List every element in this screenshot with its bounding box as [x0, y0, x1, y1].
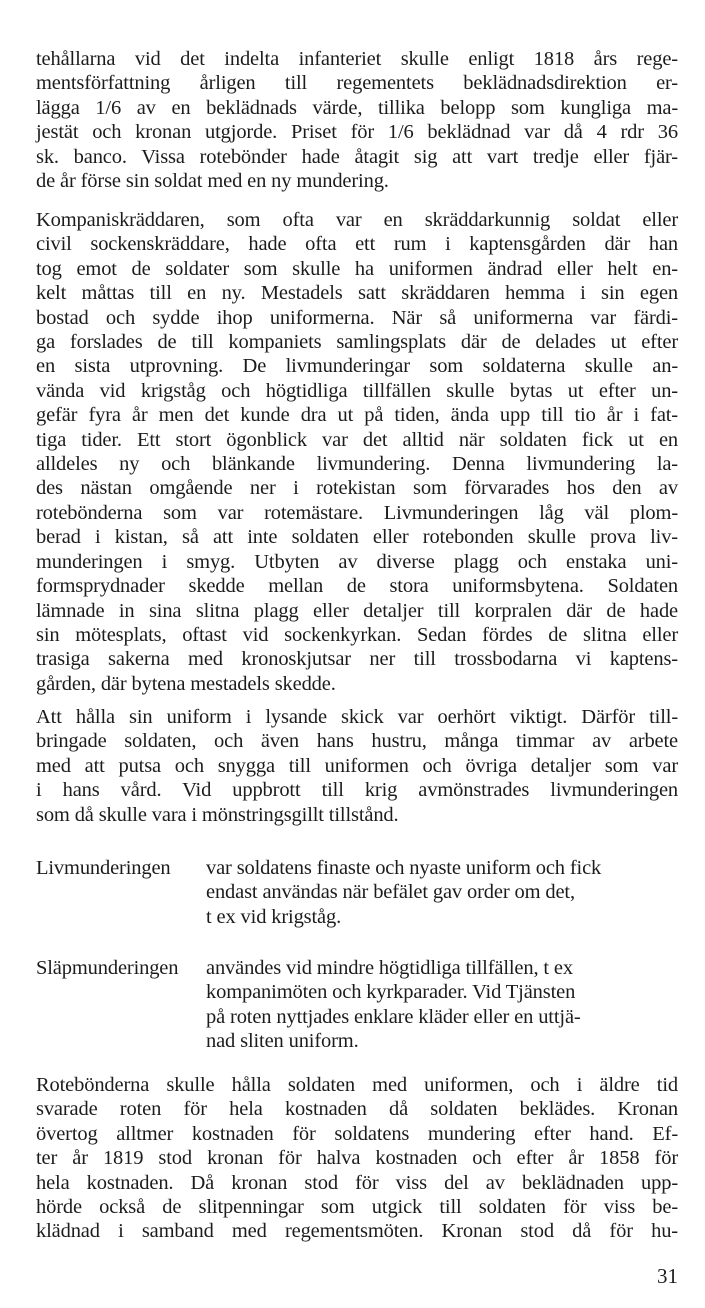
text-line: t ex vid krigståg. [206, 905, 342, 928]
text-line: på roten nyttjades enklare kläder eller en uttjä- [206, 1005, 581, 1028]
text-line: jestät och kronan utgjorde. Priset för 1/6 beklädnad var då 4 rdr 36 [36, 121, 678, 144]
text-line: berad i kistan, så att inte soldaten eller rotebonden skulle prova liv- [36, 526, 678, 549]
text-line: gefär fyra år men det kunde dra ut på tiden, ända upp till tio år i fat- [36, 404, 678, 427]
text-line: en sista utprovning. De livmunderingar som soldaterna skulle an- [36, 355, 678, 378]
paragraph-4 [36, 1073, 678, 1244]
text-line: Kompaniskräddaren, som ofta var en skräddarkunnig soldat eller [36, 209, 678, 231]
text-line: svarade roten för hela kostnaden då soldaten beklädes. Kronan [36, 1098, 678, 1121]
text-line: med att putsa och snygga till uniformen och övriga detaljer som var [36, 754, 678, 777]
text-line: hela kostnaden. Då kronan stod för viss del av beklädnaden upp- [36, 1171, 678, 1194]
text-line: tog emot de soldater som skulle ha uniformen ändrad eller helt en- [36, 257, 678, 280]
text-line: formsprydnader skedde mellan de stora uniformsbytena. Soldaten [36, 575, 678, 598]
text-line: sin mötesplats, oftast vid sockenkyrkan. Sedan fördes de slitna eller [36, 623, 678, 646]
text-line: tehållarna vid det indelta infanteriet skulle enligt 1818 års rege- [36, 48, 678, 70]
text-line: ga forslades de till kompaniets samlingsplats där de delades ut efter [36, 331, 678, 354]
text-line: Att hålla sin uniform i lysande skick var oerhört viktigt. Därför till- [36, 706, 678, 728]
text-line: vända vid krigståg och högtidliga tillfällen skulle bytas ut efter un- [36, 379, 678, 402]
text-line: hörde också de slitpenningar som utgick till soldaten för viss be- [36, 1196, 678, 1219]
definition-description [206, 856, 678, 929]
text-line: var soldatens finaste och nyaste uniform och fick [206, 857, 602, 879]
text-line: nad sliten uniform. [206, 1030, 359, 1053]
text-line: i hans vård. Vid uppbrott till krig avmönstrades livmunderingen [36, 779, 678, 802]
text-line: användes vid mindre högtidliga tillfällen, t ex [206, 957, 573, 979]
text-line: munderingen i smyg. Utbyten av diverse plagg och enstaka uni- [36, 550, 678, 573]
text-line: kelt måttas till en ny. Mestadels satt skräddaren hemma i sin egen [36, 282, 678, 305]
text-line: Rotebönderna skulle hålla soldaten med uniformen, och i äldre tid [36, 1074, 678, 1096]
text-line: trasiga sakerna med kronoskjutsar ner till trossbodarna vi kaptens- [36, 648, 678, 671]
text-line: endast användas när befälet gav order om det, [206, 881, 575, 904]
text-line: tiga tider. Ett stort ögonblick var det alltid när soldaten fick ut en [36, 428, 678, 451]
text-line: kompanimöten och kyrkparader. Vid Tjänsten [206, 981, 576, 1004]
definition-term: Släpmunderingen [36, 957, 179, 979]
text-line: ter år 1819 stod kronan för halva kostnaden och efter år 1858 för [36, 1147, 678, 1170]
page-number: 31 [657, 1264, 678, 1288]
text-line: rotebönderna som var rotemästare. Livmunderingen låg väl plom- [36, 501, 678, 524]
text-line: övertog alltmer kostnaden för soldatens mundering efter hand. Ef- [36, 1122, 678, 1145]
text-line: som då skulle vara i mönstringsgillt tillstånd. [36, 803, 399, 826]
text-line: mentsförfattning årligen till regementets beklädnadsdirektion er- [36, 72, 678, 95]
text-line: sk. banco. Vissa rotebönder hade åtagit sig att vart tredje eller fjär- [36, 145, 678, 168]
text-line: lämnade in sina slitna plagg eller detaljer till korpralen där de hade [36, 599, 678, 622]
text-line: alldeles ny och blänkande livmundering. Denna livmundering la- [36, 453, 678, 476]
text-line: bringade soldaten, och även hans hustru, många timmar av arbete [36, 730, 678, 753]
paragraph-1 [36, 47, 678, 193]
definition-description [206, 956, 678, 1054]
paragraph-3 [36, 705, 678, 827]
text-line: klädnad i samband med regementsmöten. Kronan stod då för hu- [36, 1220, 678, 1243]
text-line: de år förse sin soldat med en ny mundering. [36, 170, 389, 193]
text-line: des nästan omgående ner i rotekistan som förvarades hos den av [36, 477, 678, 500]
text-line: gården, där bytena mestadels skedde. [36, 672, 336, 695]
text-line: lägga 1/6 av en beklädnads värde, tillika belopp som kungliga ma- [36, 96, 678, 119]
paragraph-2 [36, 208, 678, 696]
text-line: bostad och sydde ihop uniformerna. När så uniformerna var färdi- [36, 306, 678, 329]
definition-term: Livmunderingen [36, 857, 171, 879]
text-line: civil sockenskräddare, hade ofta ett rum i kaptensgården där han [36, 233, 678, 256]
